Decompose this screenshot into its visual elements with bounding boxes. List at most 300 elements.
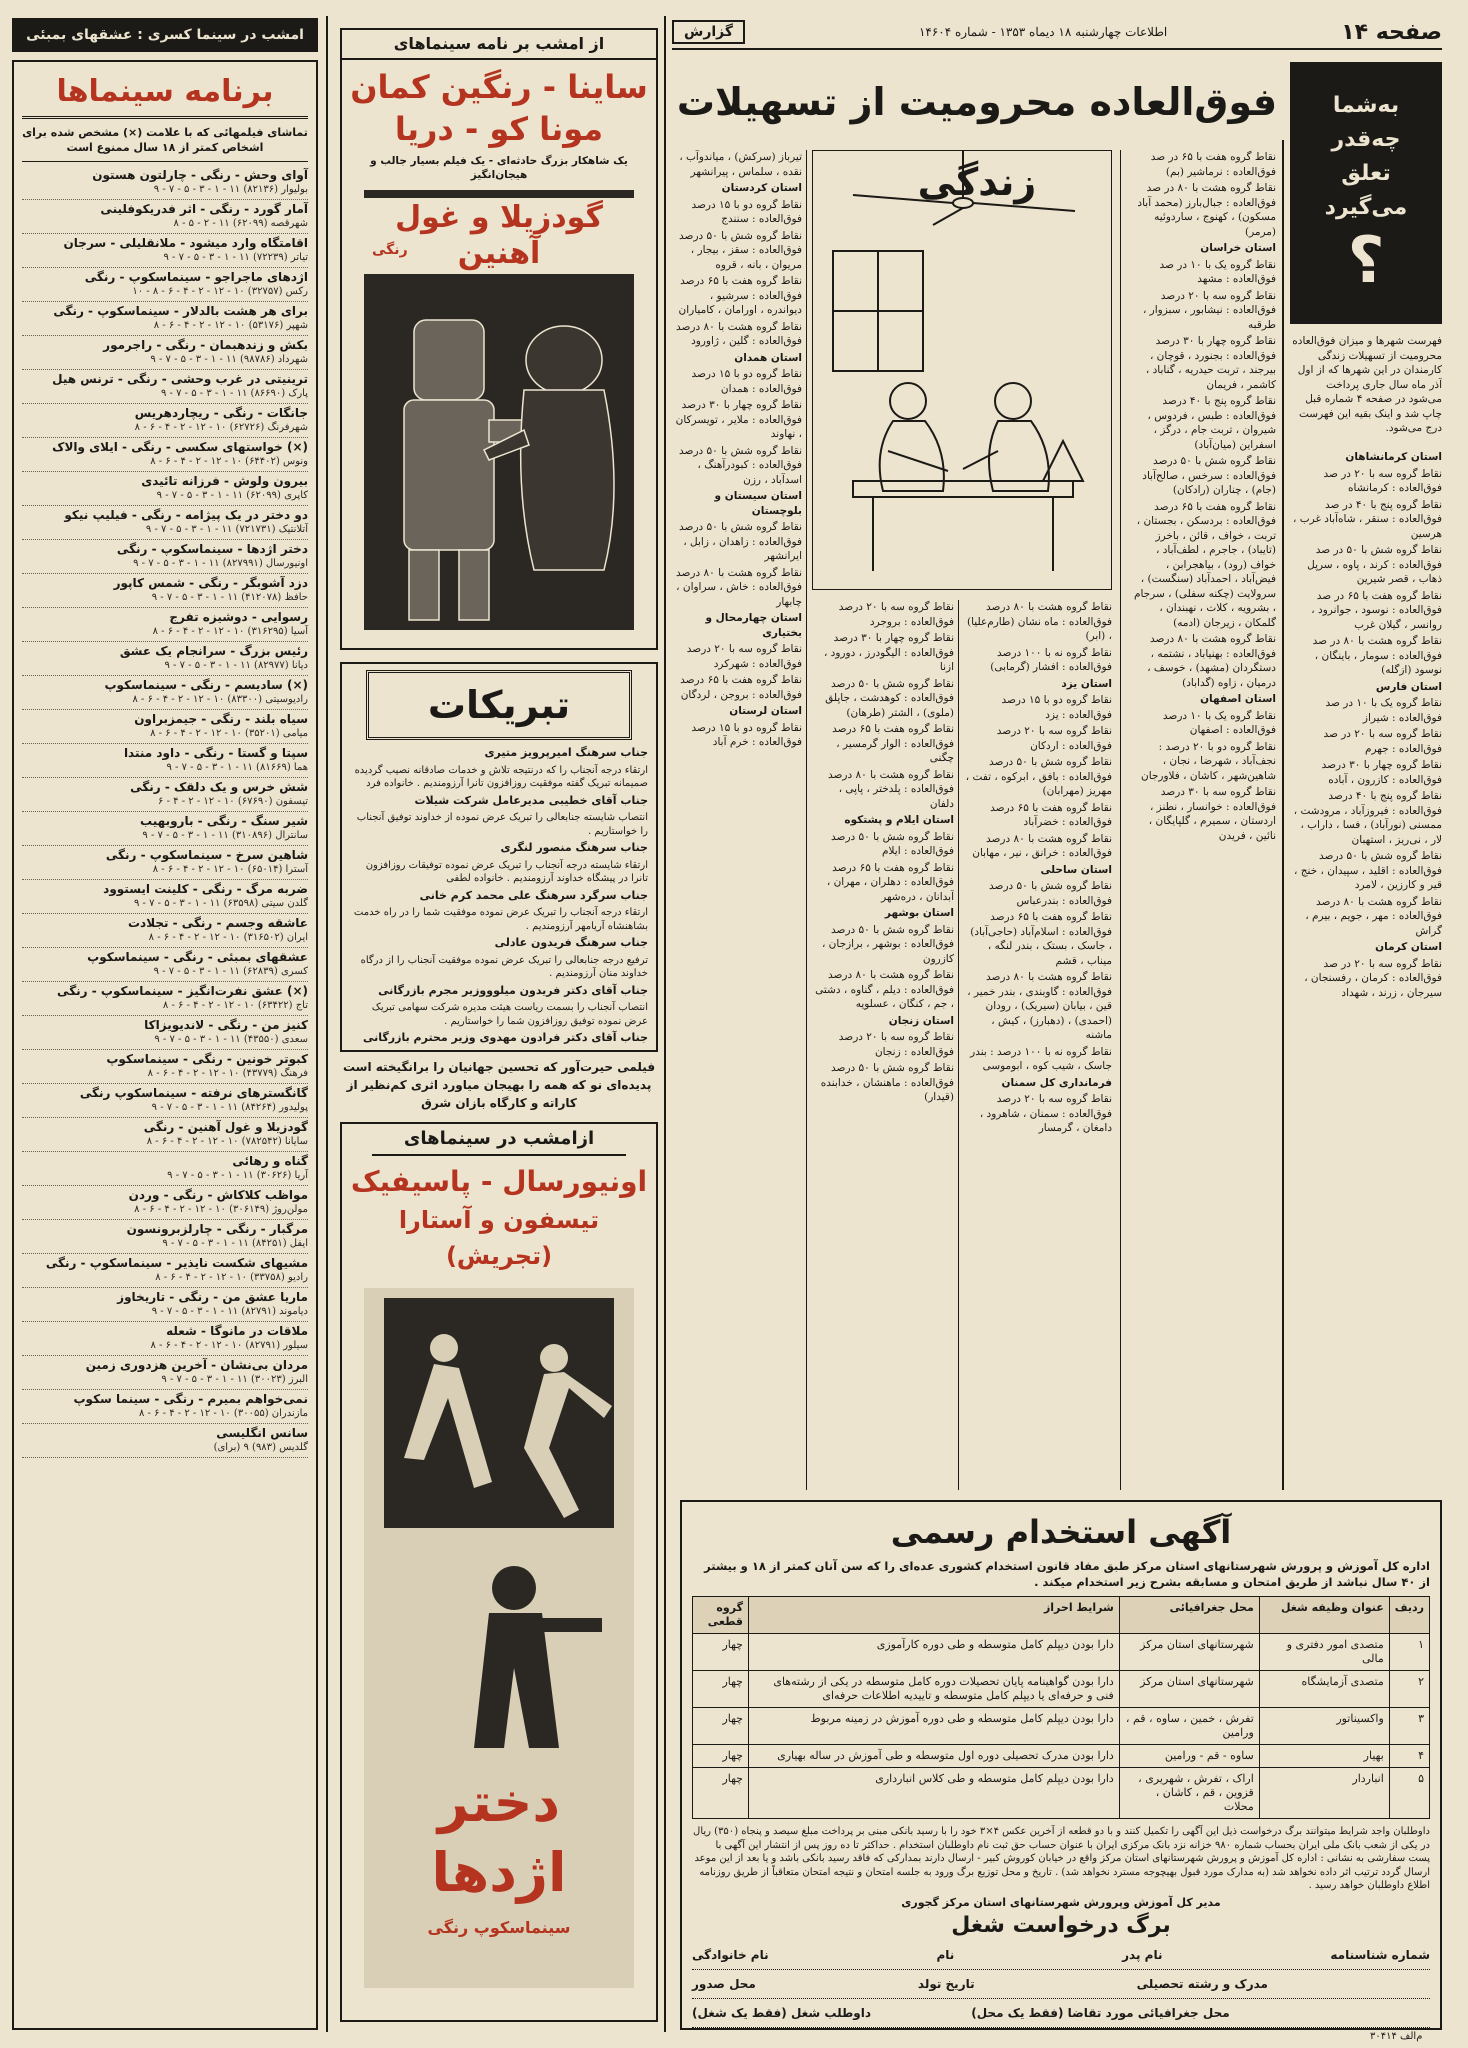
film-showtimes: گلدیس (۹۸۳) ۹ (برای) bbox=[213, 1442, 308, 1453]
article-para: استان بوشهر bbox=[884, 907, 954, 919]
col-header: شرایط احراز bbox=[749, 1597, 1120, 1634]
ad-intro: اداره کل آموزش و پرورش شهرستانهای استان مرکز طبق مفاد قانون استخدام کشوری عده‌ای را که سن آنان کمتر از ۱۸ و بیشتر از ۴۰ سال نباشد از طریق امتحان و مسابقه بشرح زیر استخدام میکند . bbox=[704, 1559, 1430, 1589]
film-title: دزد آشوبگر - رنگی - شمس کاپور bbox=[113, 576, 308, 590]
article-para: نقاط گروه چهار با ۳۰ درصد فوق‌العاده : کازرون ، آباده bbox=[1321, 759, 1442, 786]
film-title: دو دختر در یک پیژامه - رنگی - فیلیپ نیکو bbox=[64, 508, 308, 522]
article-para: استان کرمان bbox=[1375, 941, 1442, 953]
film-listing bbox=[22, 302, 308, 336]
page-label: صفحه ۱۴ bbox=[1341, 19, 1442, 45]
table-row bbox=[693, 1768, 1430, 1819]
film-showtimes: بولیوار (۸۲۱۳۶) ۱۱ - ۱ - ۳ - ۵ - ۷ - ۹ bbox=[153, 184, 308, 195]
article-para: نقاط گروه شش با ۵۰ درصد فوق‌العاده : اقلید ، سپیدان ، خنج ، قیر و کارزین ، لامرد bbox=[1293, 850, 1442, 891]
article-para: نقاط گروه دو با ۱۵ درصد فوق‌العاده : یزد bbox=[1001, 694, 1112, 721]
article-para: نقاط گروه هشت با ۸۰ درصد فوق‌العاده : ماه نشان (طارم‌علیا) ، (ابر) bbox=[967, 601, 1112, 642]
film-showtimes: شهرفرنگ (۶۲۷۲۶) ۱۰ - ۱۲ - ۲ - ۴ - ۶ - ۸ bbox=[134, 422, 308, 433]
cell: چهار bbox=[693, 1745, 749, 1768]
article-para: نقاط گروه چهار با ۳۰ درصد فوق‌العاده : ملایر ، تویسرکان ، نهاوند bbox=[675, 399, 802, 440]
film-listing bbox=[22, 846, 308, 880]
cinema-top-line2: مونا کو - دریا bbox=[394, 110, 604, 148]
film-title: سانس انگلیسی bbox=[216, 1426, 308, 1440]
article-para: استان چهارمحال و بختیاری bbox=[705, 612, 802, 639]
article-para: نقاط گروه سه با ۲۰ درصد فوق‌العاده : نیشابور ، سبزوار ، طرقبه bbox=[1142, 289, 1276, 331]
article-para: نقاط گروه پنج با ۴۰ درصد فوق‌العاده : فیروزآباد ، مرودشت ، ممسنی (نورآباد) ، فسا ، داراب ، لار ، نی‌ریز ، استهبان bbox=[1293, 790, 1442, 846]
form-label: نام خانوادگی bbox=[692, 1947, 769, 1962]
ad-footer-code: م‌الف ۳۰۴۱۴ bbox=[1370, 2031, 1423, 2042]
article-intro: فهرست شهرها و میزان فوق‌العاده محرومیت از تسهیلات زندگی کارمندان در این شهرها که از اول آذر ماه سال جاری پرداخت می‌شود در صفحه ۴ شماره قبل چاپ شد و اینک بقیه این فهرست درج می‌شود. bbox=[1292, 335, 1442, 434]
film-listing bbox=[22, 438, 308, 472]
article-para: نقاط گروه هفت با ۶۵ در صد فوق‌العاده : نوسود ، جوانرود ، روانسر ، گیلان غرب bbox=[1311, 589, 1442, 631]
film-listing bbox=[22, 1390, 308, 1424]
film-showtimes: دیاموند (۸۲۷۹۱) ۱۱ - ۱ - ۳ - ۵ - ۷ - ۹ bbox=[151, 1306, 308, 1317]
article-para: نقاط گروه شش با ۵۰ درصد فوق‌العاده : سرخس ، صالح‌آباد (جام) ، چناران (رادکان) bbox=[1142, 455, 1276, 496]
article-para: نقاط گروه یک با ۱۰ درصد فوق‌العاده : اصفهان bbox=[1162, 709, 1276, 736]
film-title: نمی‌خواهم بمیرم - رنگی - سینما سکوپ bbox=[73, 1392, 308, 1406]
article-para: نقاط گروه پنج با ۴۰ در صد فوق‌العاده : سنقر ، شاه‌آباد غرب ، هرسین bbox=[1293, 498, 1442, 540]
film-promo-note: فیلمی حیرت‌آور که تحسین جهانیان را برانگیخته است پدیده‌ای نو که همه را بهیجان میاورد اثری کم‌نظیر از کاراته و کارگاه بازان شرق bbox=[342, 1060, 656, 1110]
congrats-body: ارتقاء شایسته درجه آنجناب را تبریک عرض نموده توفیقات روزافزون تانرا در پیشگاه خداوند آرزومندیم . خانواده لطفی bbox=[365, 859, 648, 884]
cartoon-drawing bbox=[813, 151, 1111, 589]
film-listing bbox=[22, 1424, 308, 1458]
article-para: نقاط گروه شش با ۵۰ درصد فوق‌العاده : کبودرآهنگ ، اسدآباد ، رزن bbox=[679, 444, 802, 486]
masthead-bar bbox=[672, 16, 1442, 50]
table-row bbox=[693, 1634, 1430, 1671]
article-para: نقاط گروه هفت با ۶۵ در صد فوق‌العاده : نرماشیر (بم) bbox=[1150, 151, 1276, 178]
film-listing bbox=[22, 880, 308, 914]
film-listing bbox=[22, 812, 308, 846]
article-para: نقاط گروه هشت با ۸۰ درصد فوق‌العاده : بهنیاباد ، نشتمه ، دستگردان (مشهد) ، خوسف ، درمیان ، زاوه (گداباد) bbox=[1147, 633, 1276, 689]
article-col-5 bbox=[1290, 450, 1442, 1490]
article-para: نقاط گروه دو با ۱۵ درصد فوق‌العاده : سنندج bbox=[691, 198, 802, 225]
film-title: (×) عشق نفرت‌انگیز - سینماسکوپ - رنگی bbox=[57, 984, 308, 998]
film-listing bbox=[22, 336, 308, 370]
article-para: نقاط گروه هشت با ۸۰ درصد فوق‌العاده : خاش ، سراوان ، چابهار bbox=[676, 566, 802, 608]
cell: واکسیناتور bbox=[1259, 1708, 1389, 1745]
monster-illustration bbox=[364, 190, 634, 630]
article-para: نقاط گروه هفت با ۶۵ درصد فوق‌العاده : بروجن ، لردگان bbox=[680, 674, 802, 701]
congrats-body bbox=[350, 1049, 648, 1053]
film-title: ملاقات در مانوگا - شعله bbox=[166, 1324, 308, 1338]
godzilla-poster bbox=[364, 190, 634, 630]
cell: متصدی آزمایشگاه bbox=[1259, 1671, 1389, 1708]
cell: دارا بودن گواهینامه پایان تحصیلات دوره کامل متوسطه در یکی از رشته‌های فنی و حرفه‌ای یا دیپلم کامل متوسطه و تاییدیه اطلاعات حرفه‌ای bbox=[749, 1671, 1120, 1708]
article-para: نقاط گروه شش با ۵۰ درصد فوق‌العاده : ایلام bbox=[831, 830, 954, 857]
article-col-2 bbox=[964, 600, 1112, 1490]
article-para: استان زنجان bbox=[888, 1014, 954, 1027]
question-mark: ؟ bbox=[1347, 224, 1385, 298]
article-para: نقاط گروه سه با ۲۰ درصد فوق‌العاده : سمنان ، شاهرود ، دامغان ، گرمسار bbox=[979, 1093, 1112, 1134]
film-showtimes: رادیو (۳۳۷۵۸) ۱۰ - ۱۲ - ۲ - ۴ - ۶ - ۸ bbox=[155, 1272, 308, 1283]
article-para: نقاط گروه یک با ۱۰ در صد فوق‌العاده : شیراز bbox=[1325, 697, 1442, 724]
article-para: نقاط گروه شش با ۵۰ درصد فوق‌العاده : بندرعباس bbox=[989, 880, 1112, 907]
article-para: نقاط گروه هشت با ۸۰ درصد فوق‌العاده : دیلم ، گناوه ، دشتی ، جم ، کنگان ، عسلویه bbox=[815, 969, 954, 1010]
application-form bbox=[692, 1941, 1430, 2031]
film-showtimes: رکس (۳۲۷۵۷) ۱۰ - ۱۲ - ۲ - ۴ - ۶ - ۸ - ۱۰ bbox=[132, 286, 308, 297]
film-listing bbox=[22, 234, 308, 268]
film-listing bbox=[22, 948, 308, 982]
film-title: جانگات - رنگی - ریچاردهریس bbox=[134, 406, 308, 420]
film-title: گودزیلا و غول آهنین - رنگی bbox=[143, 1120, 308, 1134]
article-para: نقاط گروه هشت با ۸۰ درصد فوق‌العاده : پلدختر ، پاپی ، دلفان bbox=[828, 768, 954, 810]
article-para: نقاط گروه هشت با ۸۰ در صد فوق‌العاده : جبال‌بارز (محمد آباد مسکون) ، کهنوج ، ساردوئیه (مرمر) bbox=[1137, 182, 1276, 238]
form-label: نام bbox=[936, 1947, 955, 1962]
film-title: ضربه مرگ - رنگی - کلینت ایستوود bbox=[103, 882, 308, 896]
film-title: رسوایی - دوشیزه تفرج bbox=[169, 610, 308, 624]
film-listing bbox=[22, 540, 308, 574]
article-para: استان همدان bbox=[734, 351, 802, 364]
cell: بهیار bbox=[1259, 1745, 1389, 1768]
article-para: نقاط گروه یک با ۱۰ در صد فوق‌العاده : مشهد bbox=[1159, 258, 1276, 285]
article-para: نقاط گروه چهار با ۳۰ درصد فوق‌العاده : الیگودرز ، دورود ، ازنا bbox=[823, 632, 954, 673]
film-title: ماریا عشق من - رنگی - تاریخاوز bbox=[117, 1290, 308, 1304]
article-para: نقاط گروه شش با ۵۰ درصد فوق‌العاده : بوشهر ، برازجان ، کازرون bbox=[821, 923, 954, 965]
film-showtimes: آتلانتیک (۷۲۱۷۳۱) ۱۱ - ۱ - ۳ - ۵ - ۷ - ۹ bbox=[145, 524, 308, 535]
film-title: (×) خواستهای سکسی - رنگی - ایلای والاک bbox=[52, 440, 308, 454]
film-listing bbox=[22, 1288, 308, 1322]
article-para: نقاط گروه سه با ۳۰ درصد فوق‌العاده : خوانسار ، نطنز ، اردستان ، سمیرم ، گلپایگان ، نائین ، فریدن bbox=[1148, 786, 1276, 842]
article-para: نقاط گروه نه با ۱۰۰ درصد فوق‌العاده : افشار (گرمابی) bbox=[990, 646, 1112, 673]
poster-tag: رنگی bbox=[372, 242, 408, 258]
question-box bbox=[1290, 62, 1442, 324]
article-para: نقاط گروه هفت با ۶۵ درصد فوق‌العاده : سرشیو ، دیواندره ، اورامان ، کامیاران bbox=[678, 275, 802, 316]
film-showtimes: تاج (۶۳۴۲۲) ۱۰ - ۱۲ - ۲ - ۴ - ۶ - ۸ bbox=[162, 1000, 308, 1011]
film-listing bbox=[22, 166, 308, 200]
table-row bbox=[693, 1745, 1430, 1768]
film-listing bbox=[22, 1220, 308, 1254]
film-listing bbox=[22, 1016, 308, 1050]
film-title: دختر اژدها - سینماسکوپ - رنگی bbox=[116, 542, 308, 556]
film-showtimes: اونیورسال (۸۲۷۹۹۱) ۱۱ - ۱ - ۳ - ۵ - ۷ - ۹ bbox=[133, 558, 308, 569]
cartoon-illustration bbox=[812, 150, 1112, 590]
film-showtimes: شهپر (۵۳۱۷۶) ۱۰ - ۱۲ - ۲ - ۴ - ۶ - ۸ bbox=[153, 320, 308, 331]
cell: انباردار bbox=[1259, 1768, 1389, 1819]
cell: تفرش ، خمین ، ساوه ، قم ، ورامین bbox=[1119, 1708, 1259, 1745]
article-para: نقاط گروه هفت با ۶۵ درصد فوق‌العاده : بردسکن ، بجستان ، تربت ، خواف ، قائن ، باخرز (تایباد) ، جاجرم ، لطف‌آباد ، خواف (رود) ، بیاهجرابن ، فیض‌آباد ، احمدآباد (سنگست) ، سرولایت (چکنه سفلی) ، سرجام ، بشرویه ، کلات ، نهبندان ، گلمکان ، زیرجان (ادمه) bbox=[1133, 500, 1276, 629]
table-row bbox=[693, 1708, 1430, 1745]
form-label: شماره شناسنامه bbox=[1330, 1947, 1430, 1962]
table-row bbox=[693, 1671, 1430, 1708]
film-showtimes: آسیا (۳۱۶۲۹۵) ۱۰ - ۱۲ - ۲ - ۴ - ۶ - ۸ bbox=[152, 626, 308, 637]
article-para: استان یزد bbox=[1061, 677, 1112, 690]
col-header: عنوان وظیفه شغل bbox=[1259, 1597, 1389, 1634]
film-listing bbox=[22, 1152, 308, 1186]
congrats-body: انتصاب شایسته جنابعالی را تبریک عرض نموده از خداوند توفیق آنجناب را خواستاریم . bbox=[356, 812, 648, 837]
article-para: نقاط گروه شش با ۵۰ در صد فوق‌العاده : کرند ، پاوه ، سرپل ذهاب ، قصر شیرین bbox=[1307, 544, 1442, 585]
congrats-heading: جناب سرهنگ منصور لنگری bbox=[500, 841, 648, 854]
film-showtimes: تیسفون (۶۷۶۹۰) ۱۰ - ۱۲ - ۲ - ۴ - ۶ bbox=[158, 796, 308, 807]
film-list bbox=[22, 166, 308, 1458]
film-title: سپتا و گستا - رنگی - داود منتدا bbox=[123, 746, 308, 760]
article-para: نقاط گروه سه با ۲۰ درصد فوق‌العاده : اردکان bbox=[996, 725, 1112, 752]
film-title: شش خرس و یک دلقک - رنگی bbox=[130, 780, 308, 794]
article-para: نقاط گروه هفت با ۶۵ درصد فوق‌العاده : الوار گرمسیر ، چگنی bbox=[832, 723, 954, 764]
cinema-ad-bottom bbox=[340, 1122, 658, 2022]
film-showtimes: پولیدور (۸۴۲۶۴) ۱۱ - ۱ - ۳ - ۵ - ۷ - ۹ bbox=[151, 1102, 308, 1113]
cell: ۱ bbox=[1389, 1634, 1429, 1671]
article-para: نقاط گروه چهار با ۳۰ درصد فوق‌العاده : بجنورد ، قوچان ، بیرجند ، تربت حیدریه ، گناباد ، کاشمر ، فریمان bbox=[1145, 335, 1276, 391]
cinema-ad-top bbox=[340, 28, 658, 650]
article-para: نقاط گروه سه با ۲۰ در صد فوق‌العاده : کرمان ، رفسنجان ، سیرجان ، زرند ، شهداد bbox=[1304, 957, 1442, 999]
film-title: مرگبار - رنگی - چارلزبرونسون bbox=[126, 1222, 308, 1236]
article-para: نقاط گروه شش با ۵۰ درصد فوق‌العاده : ماهنشان ، خدابنده (قیدار) bbox=[820, 1062, 954, 1103]
cell: ۴ bbox=[1389, 1745, 1429, 1768]
film-listing bbox=[22, 710, 308, 744]
article-col-1 bbox=[1128, 150, 1276, 1490]
film-title: مشیهای شکست نایذیر - سینماسکوپ - رنگی bbox=[45, 1256, 308, 1270]
article-para: استان ساحلی bbox=[1040, 863, 1112, 876]
article-para: نقاط گروه هفت با ۶۵ درصد فوق‌العاده : اسلام‌آباد (حاجی‌آباد) ، جاسک ، بستک ، بندر لنگه ، میناب ، قشم bbox=[970, 911, 1112, 967]
film-showtimes: شهرداد (۹۸۷۸۶) ۱۱ - ۱ - ۳ - ۵ - ۷ - ۹ bbox=[150, 354, 308, 365]
film-showtimes: شهرقصه (۶۲۰۹۹) ۱۱ - ۲ - ۵ - ۸ bbox=[173, 218, 308, 229]
film-title: اژدهای ماجراجو - سینماسکوپ - رنگی bbox=[84, 270, 308, 284]
film-showtimes: ونوس (۶۴۴۰۲) ۱۰ - ۱۲ - ۲ - ۴ - ۶ - ۸ bbox=[150, 456, 308, 467]
section-tag: گزارش bbox=[672, 20, 745, 44]
film-showtimes: گلدن سیتی (۶۳۵۹۸) ۱۱ - ۱ - ۳ - ۵ - ۷ - ۹ bbox=[134, 898, 308, 909]
congratulations-section bbox=[340, 662, 658, 1052]
article-para: استان لرستان bbox=[729, 705, 802, 717]
film-listing bbox=[22, 268, 308, 302]
film-showtimes: کاپری (۶۲۰۹۹) ۱۱ - ۱ - ۳ - ۵ - ۷ - ۹ bbox=[156, 490, 308, 501]
film-showtimes: سیلور (۸۲۷۹۱) ۱۰ - ۱۲ - ۲ - ۴ - ۶ - ۸ bbox=[150, 1340, 308, 1351]
article-para: نقاط گروه شش با ۵۰ درصد فوق‌العاده : بافق ، ابرکوه ، تفت ، مهریز (مهرابان) bbox=[965, 756, 1112, 797]
congrats-heading: جناب سرهنگ امیرپرویز متیری bbox=[484, 746, 648, 759]
film-listing bbox=[22, 778, 308, 812]
article-para: نقاط گروه دو با ۱۵ درصد فوق‌العاده : خرم آباد bbox=[691, 721, 802, 748]
cinema-listings bbox=[12, 60, 318, 2030]
article-headline: فوق‌العاده محرومیت از تسهیلات زندگی bbox=[676, 80, 1278, 204]
question-line-3: تعلق bbox=[1341, 161, 1391, 186]
article-para: تیرباز (سرکش) ، میاندوآب ، نقده ، سلماس ، پیرانشهر bbox=[679, 151, 802, 178]
cell: ساوه - قم - ورامین bbox=[1119, 1745, 1259, 1768]
film-listing bbox=[22, 1050, 308, 1084]
film-showtimes: پارک (۸۶۶۹۰) ۱۱ - ۱ - ۳ - ۵ - ۷ - ۹ bbox=[160, 388, 308, 399]
cinema-top-line1: ساینا - رنگین کمان bbox=[350, 68, 648, 106]
film-listing bbox=[22, 1322, 308, 1356]
article-col-4 bbox=[672, 150, 802, 1490]
congrats-heading: جناب سرهنگ فریدون عادلی bbox=[494, 936, 648, 949]
congrats-body: ارتقاء درجه آنجناب را که درنتیجه تلاش و خدمات صادقانه نصیب گردیده صمیمانه تبریک گفته موفقیت روزافزون تانرا آرزومندیم . خانواده فرد bbox=[354, 764, 648, 789]
cell: ۳ bbox=[1389, 1708, 1429, 1745]
film-showtimes: سعدی (۴۳۵۵۰) ۱۱ - ۱ - ۳ - ۵ - ۷ - ۹ bbox=[154, 1034, 308, 1045]
cell: چهار bbox=[693, 1708, 749, 1745]
form-label: محل جغرافیائی مورد تقاضا (فقط یک محل) bbox=[971, 2005, 1230, 2020]
film-showtimes: مولن‌روژ (۳۰۶۱۴۹) ۱۰ - ۱۲ - ۲ - ۴ - ۶ - ۸ bbox=[134, 1204, 308, 1215]
cinema-top-tagline: یک شاهکار بزرگ حادثه‌ای - یک فیلم بسیار جالب و هیجان‌انگیز bbox=[370, 155, 628, 181]
article-para: استان کردستان bbox=[721, 182, 802, 194]
film-showtimes: فرهنگ (۴۳۷۷۹) ۱۰ - ۱۲ - ۲ - ۴ - ۶ - ۸ bbox=[147, 1068, 308, 1079]
cell: دارا بودن دیپلم کامل متوسطه و طی دوره کارآموزی bbox=[749, 1634, 1120, 1671]
film-listing bbox=[22, 1356, 308, 1390]
article-para: نقاط گروه شش با ۵۰ درصد فوق‌العاده : زاهدان ، زابل ، ایرانشهر bbox=[679, 521, 802, 562]
poster-title: دختر اژدها bbox=[431, 1771, 567, 1904]
article-para: نقاط گروه سه با ۲۰ در صد فوق‌العاده : کرمانشاه bbox=[1323, 467, 1442, 494]
cinema-bottom-line2: تیسفون و آستارا (تجریش) bbox=[398, 1206, 600, 1270]
poster-tag: سینماسکوپ رنگی bbox=[427, 1918, 571, 1937]
film-showtimes: کسری (۶۲۸۳۹) ۱۱ - ۱ - ۳ - ۵ - ۷ - ۹ bbox=[153, 966, 308, 977]
film-showtimes: البرز (۳۰۰۲۳) ۱۱ - ۱ - ۳ - ۵ - ۷ - ۹ bbox=[161, 1374, 308, 1385]
film-title: آوای وحش - رنگی - چارلتون هستون bbox=[92, 168, 308, 182]
form-row bbox=[692, 1941, 1430, 1970]
article-para: استان اصفهان bbox=[1200, 693, 1276, 705]
film-title: آمار گورد - رنگی - اثر فدریکوفلینی bbox=[100, 202, 308, 216]
film-listing bbox=[22, 1118, 308, 1152]
cell: دارا بودن دیپلم کامل متوسطه و طی کلاس انبارداری bbox=[749, 1768, 1120, 1819]
cell: چهار bbox=[693, 1671, 749, 1708]
question-line-1: به‌شما bbox=[1332, 93, 1400, 118]
article-para: نقاط گروه شش با ۵۰ درصد فوق‌العاده : کوهدشت ، جاپلق (ملوی) ، الشتر (طرهان) bbox=[825, 677, 954, 719]
film-showtimes: دیانا (۸۲۹۷۷) ۱۱ - ۱ - ۳ - ۵ - ۷ - ۹ bbox=[164, 660, 308, 671]
jobs-header-row bbox=[693, 1597, 1430, 1634]
article-para: فرمانداری کل سمنان bbox=[1001, 1076, 1112, 1089]
article-col-3 bbox=[812, 600, 954, 1490]
cell: ۲ bbox=[1389, 1671, 1429, 1708]
film-listing bbox=[22, 982, 308, 1016]
ad-conditions: داوطلبان واجد شرایط میتوانند برگ درخواست ذیل این آگهی را تکمیل کنند و با دو قطعه از آخرین عکس ۴×۳ خود را با رسید بانکی مبنی بر پرداخت مبلغ سیصد و پنجاه (۳۵۰) ریال در یکی از شعب بانک ملی ایران بحساب شماره ۹۸۰ خزانه نزد بانک مرکزی ایران با عنوان حساب حق ثبت نام داوطلبان استخدام . حداکثر تا ده روز پس از انتشار این آگهی با پست سفارشی به نشانی : اداره کل آموزش و پرورش شهرستانهای استان مرکز واقع در خیابان کوروش کبیر - ارسال دارند بمدارکی که فاقد رسید بانکی باشد و یا بعد از این موعد ارسال گردد ترتیب اثر داده نخواهد شد (به مدارک مورد قبول بهیچوجه مسترد نخواهد شد) . تاریخ و محل توزیع برگ ورود به جلسه امتحان و نتیجه امتحان متعاقباً از طریق روزنامه اطلاع داوطلبان خواهد رسید . bbox=[693, 1826, 1430, 1891]
film-showtimes: آسترا (۶۵۰۱۴) ۱۰ - ۱۲ - ۲ - ۴ - ۶ - ۸ bbox=[152, 864, 308, 875]
article-para: نقاط گروه دو با ۲۰ درصد : نجف‌آباد ، شهرضا ، نجان ، شاهین‌شهر ، کاشان ، فلاورجان bbox=[1141, 740, 1276, 782]
film-listing bbox=[22, 744, 308, 778]
congrats-title: تبریکات bbox=[366, 670, 632, 740]
cell: ۵ bbox=[1389, 1768, 1429, 1819]
article-para: استان خراسان bbox=[1200, 242, 1276, 254]
cell: متصدی امور دفتری و مالی bbox=[1259, 1634, 1389, 1671]
film-showtimes: ایران (۳۱۶۵۰۲) ۱۰ - ۱۲ - ۲ - ۴ - ۶ - ۸ bbox=[148, 932, 308, 943]
article-para: نقاط گروه پنج با ۴۰ درصد فوق‌العاده : طبس ، فردوس ، شیروان ، تربت جام ، درگز ، اسفراین (میان‌آباد) bbox=[1147, 395, 1276, 451]
film-title: مردان بی‌نشان - آخرین هزدوری زمین bbox=[85, 1358, 308, 1372]
article-para: نقاط گروه هشت با ۸۰ درصد فوق‌العاده : گلین ، ژاورود bbox=[676, 320, 802, 347]
film-title: بیرون ولوش - فرزانه تائیدی bbox=[141, 474, 308, 488]
film-listing bbox=[22, 1254, 308, 1288]
listings-title: برنامه سینماها bbox=[22, 68, 308, 119]
film-title: گانگسترهای نرفته - سینماسکوپ رنگی bbox=[79, 1086, 308, 1100]
film-title: کنیز من - رنگی - لاندیویزاکا bbox=[144, 1018, 308, 1032]
film-showtimes: آریا (۳۰۶۲۶) ۱۱ - ۱ - ۳ - ۵ - ۷ - ۹ bbox=[167, 1170, 308, 1181]
congrats-body: ارتقاء درجه آنجناب را تبریک عرض نموده موفقیت شما را در راه خدمت بشاهنشاه آریامهر آرزومندیم . bbox=[353, 907, 648, 932]
film-title: بکش و زندهبمان - رنگی - راجرمور bbox=[103, 338, 308, 352]
listings-note: تماشای فیلمهائی که با علامت (×) مشخص شده برای اشخاص کمتر از ۱۸ سال ممنوع است bbox=[22, 119, 308, 162]
article-para: نقاط گروه سه با ۲۰ درصد فوق‌العاده : زنجان bbox=[838, 1031, 954, 1058]
article-para: نقاط گروه سه با ۲۰ درصد فوق‌العاده : شهرکرد bbox=[686, 643, 802, 670]
cinema-bottom-line1: اونیورسال - پاسیفیک bbox=[350, 1165, 648, 1198]
cell: دارا بودن دیپلم کامل متوسطه و طی دوره آموزش در زمینه مربوط bbox=[749, 1708, 1120, 1745]
film-listing bbox=[22, 574, 308, 608]
film-listing bbox=[22, 676, 308, 710]
film-title: گناه و رهائی bbox=[232, 1154, 308, 1168]
congrats-heading: جناب آقای خطیبی مدیرعامل شرکت شیلات bbox=[414, 793, 648, 807]
cell: چهار bbox=[693, 1634, 749, 1671]
film-showtimes: سانترال (۳۱۰۸۹۶) ۱۱ - ۱ - ۳ - ۵ - ۷ - ۹ bbox=[142, 830, 308, 841]
film-showtimes: تیاتر (۷۲۲۳۹) ۱۱ - ۱ - ۳ - ۵ - ۷ - ۹ bbox=[163, 252, 308, 263]
article-para: نقاط گروه شش با ۵۰ درصد فوق‌العاده : سقز ، بیجار ، مریوان ، بانه ، قروه bbox=[679, 229, 802, 271]
article-para: استان سیستان و بلوچستان bbox=[714, 490, 802, 517]
film-title: (×) سادیسم - رنگی - سینماسکوپ bbox=[104, 678, 308, 692]
form-label: مدرک و رشته تحصیلی bbox=[1136, 1976, 1268, 1991]
film-listing bbox=[22, 404, 308, 438]
film-title: عاشقه وجسم - رنگی - تجلادت bbox=[127, 916, 308, 930]
film-showtimes: میامی (۳۵۲۰۱) ۱۰ - ۱۲ - ۲ - ۴ - ۶ - ۸ bbox=[150, 728, 308, 739]
issue-line: اطلاعات چهارشنبه ۱۸ دیماه ۱۳۵۳ - شماره ۱۴۶۰۴ bbox=[918, 25, 1168, 39]
listings-top-banner: امشب در سینما کسری : عشقهای بمبئی bbox=[12, 18, 318, 52]
film-listing bbox=[22, 472, 308, 506]
article-para: نقاط گروه هشت با ۸۰ درصد فوق‌العاده : خرانق ، نیر ، مهابان bbox=[972, 832, 1112, 859]
poster-title: گودزیلا و غول آهنین bbox=[364, 198, 634, 274]
film-title: عشقهای بمبئی - رنگی - سینماسکوپ bbox=[87, 950, 308, 964]
employment-ad bbox=[680, 1500, 1442, 2030]
film-showtimes: سایانا (۷۸۲۵۴۲) ۱۰ - ۱۲ - ۲ - ۴ - ۶ - ۸ bbox=[146, 1136, 308, 1147]
film-showtimes: رادیوسیتی (۸۳۳۰۰) ۱۰ - ۱۲ - ۲ - ۴ - ۶ - ۸ bbox=[132, 694, 308, 705]
article-para: نقاط گروه هشت با ۸۰ در صد فوق‌العاده : سومار ، باینگان ، نوسود (ازگله) bbox=[1312, 635, 1442, 676]
form-row bbox=[692, 1970, 1430, 1999]
form-label: نام پدر bbox=[1122, 1947, 1163, 1962]
film-title: مواظب کلاکاش - رنگی - وردن bbox=[128, 1188, 308, 1202]
cinema-top-heading: از امشب بر نامه سینماهای bbox=[342, 30, 656, 60]
cell: چهار bbox=[693, 1768, 749, 1819]
article-para: نقاط گروه هشت با ۸۰ درصد فوق‌العاده : مهر ، جویم ، بیرم ، گراش bbox=[1305, 895, 1442, 937]
film-title: شیر سنگ - رنگی - باروبهیب bbox=[140, 814, 308, 828]
congrats-heading: جناب سرگرد سرهنگ علی محمد کرم خانی bbox=[419, 888, 648, 902]
article-para: نقاط گروه هشت با ۸۰ درصد فوق‌العاده : گاوبندی ، بندر خمیر ، قین ، بیابان (سیریک) ، رودان (احمدی) ، (دهبارز) ، کیش ، ماشنه bbox=[967, 971, 1112, 1041]
film-showtimes: هما (۸۱۶۶۹) ۱۱ - ۱ - ۳ - ۵ - ۷ - ۹ bbox=[166, 762, 308, 773]
film-title: برای هر هشت بالدلار - سینماسکوپ - رنگی bbox=[53, 304, 308, 318]
film-title: کبوتر خونین - رنگی - سینماسکوپ bbox=[106, 1052, 308, 1066]
film-listing bbox=[22, 914, 308, 948]
form-label: تاریخ تولد bbox=[917, 1976, 975, 1991]
film-title: ترینیتی در غرب وحشی - رنگی - ترنس هیل bbox=[52, 372, 308, 386]
cell: اراک ، تفرش ، شهریری ، قزوین ، قم ، کاشان ، محلات bbox=[1119, 1768, 1259, 1819]
cell: دارا بودن مدرک تحصیلی دوره اول متوسطه و طی آموزش در ساله بهیاری bbox=[749, 1745, 1120, 1768]
dragon-daughter-poster bbox=[364, 1288, 634, 1988]
form-label: داوطلب شغل (فقط یک شغل) bbox=[692, 2005, 872, 2020]
congrats-body: ترفیع درجه جنابعالی را تبریک عرض نموده موفقیت آنجناب را از درگاه خداوند منان آرزومندیم . bbox=[360, 954, 648, 979]
film-listing bbox=[22, 1084, 308, 1118]
cell: شهرستانهای استان مرکز bbox=[1119, 1671, 1259, 1708]
form-label: محل صدور bbox=[692, 1976, 756, 1991]
question-line-4: می‌گیرد bbox=[1324, 195, 1408, 220]
col-header: محل جغرافیائی bbox=[1119, 1597, 1259, 1634]
form-row bbox=[692, 1999, 1430, 2028]
film-listing bbox=[22, 642, 308, 676]
film-title: رئیس بزرگ - سرانجام یک عشق bbox=[119, 644, 308, 658]
article-para: نقاط گروه سه با ۲۰ در صد فوق‌العاده : جهرم bbox=[1323, 728, 1442, 755]
cinema-bottom-heading: ازامشب در سینماهای bbox=[372, 1124, 626, 1156]
congrats-body: انتصاب آنجناب را بسمت ریاست هیئت مدیره شرکت سهامی تبریک عرض نموده توفیق روزافزون شما را خواستاریم . bbox=[371, 1002, 648, 1027]
article-para: نقاط گروه هفت با ۶۵ درصد فوق‌العاده : خضرآباد bbox=[990, 801, 1112, 828]
col-header: ردیف bbox=[1389, 1597, 1429, 1634]
film-title: اقامتگاه وارد میشود - ملانقلیلی - سرجان bbox=[63, 236, 308, 250]
article-para: استان ایلام و پشتکوه bbox=[844, 814, 954, 826]
congrats-heading: جناب آقای دکتر فرادون مهدوی وزیر محترم بازرگانی bbox=[363, 1031, 648, 1044]
article-para: نقاط گروه نه با ۱۰۰ درصد : بندر جاسک ، شیب کوه ، ابوموسی bbox=[970, 1045, 1112, 1072]
cell: شهرستانهای استان مرکز bbox=[1119, 1634, 1259, 1671]
ad-title: آگهی استخدام رسمی bbox=[890, 1513, 1232, 1551]
film-listing bbox=[22, 200, 308, 234]
film-showtimes: مازندران (۳۰۰۵۵) ۱۰ - ۱۲ - ۲ - ۴ - ۶ - ۸ bbox=[139, 1408, 308, 1419]
form-title: برگ درخواست شغل bbox=[951, 1912, 1171, 1938]
form-row bbox=[692, 2028, 1430, 2031]
ad-signature: مدیر کل آموزش وپرورش شهرستانهای استان مرکز گجوری bbox=[901, 1895, 1221, 1909]
article-para: استان فارس bbox=[1375, 680, 1442, 693]
film-title: سیاه بلند - رنگی - جیمزبراون bbox=[134, 712, 308, 726]
article-para: استان کرمانشاهان bbox=[1345, 451, 1442, 463]
film-showtimes: ایفل (۸۴۲۵۱) ۱۱ - ۱ - ۳ - ۵ - ۷ - ۹ bbox=[162, 1238, 308, 1249]
col-header: گروه قطعی bbox=[693, 1597, 749, 1634]
congrats-heading: جناب آقای دکتر فریدون میلوووزیر مجرم بازرگانی bbox=[378, 983, 648, 997]
film-listing bbox=[22, 608, 308, 642]
article-para: نقاط گروه هفت با ۶۵ درصد فوق‌العاده : دهلران ، مهران ، آبدانان ، دره‌شهر bbox=[826, 861, 954, 903]
article-para: نقاط گروه دو با ۱۵ درصد فوق‌العاده : همدان bbox=[691, 368, 802, 395]
film-listing bbox=[22, 506, 308, 540]
film-listing bbox=[22, 1186, 308, 1220]
question-line-2: چه‌قدر bbox=[1331, 127, 1401, 152]
